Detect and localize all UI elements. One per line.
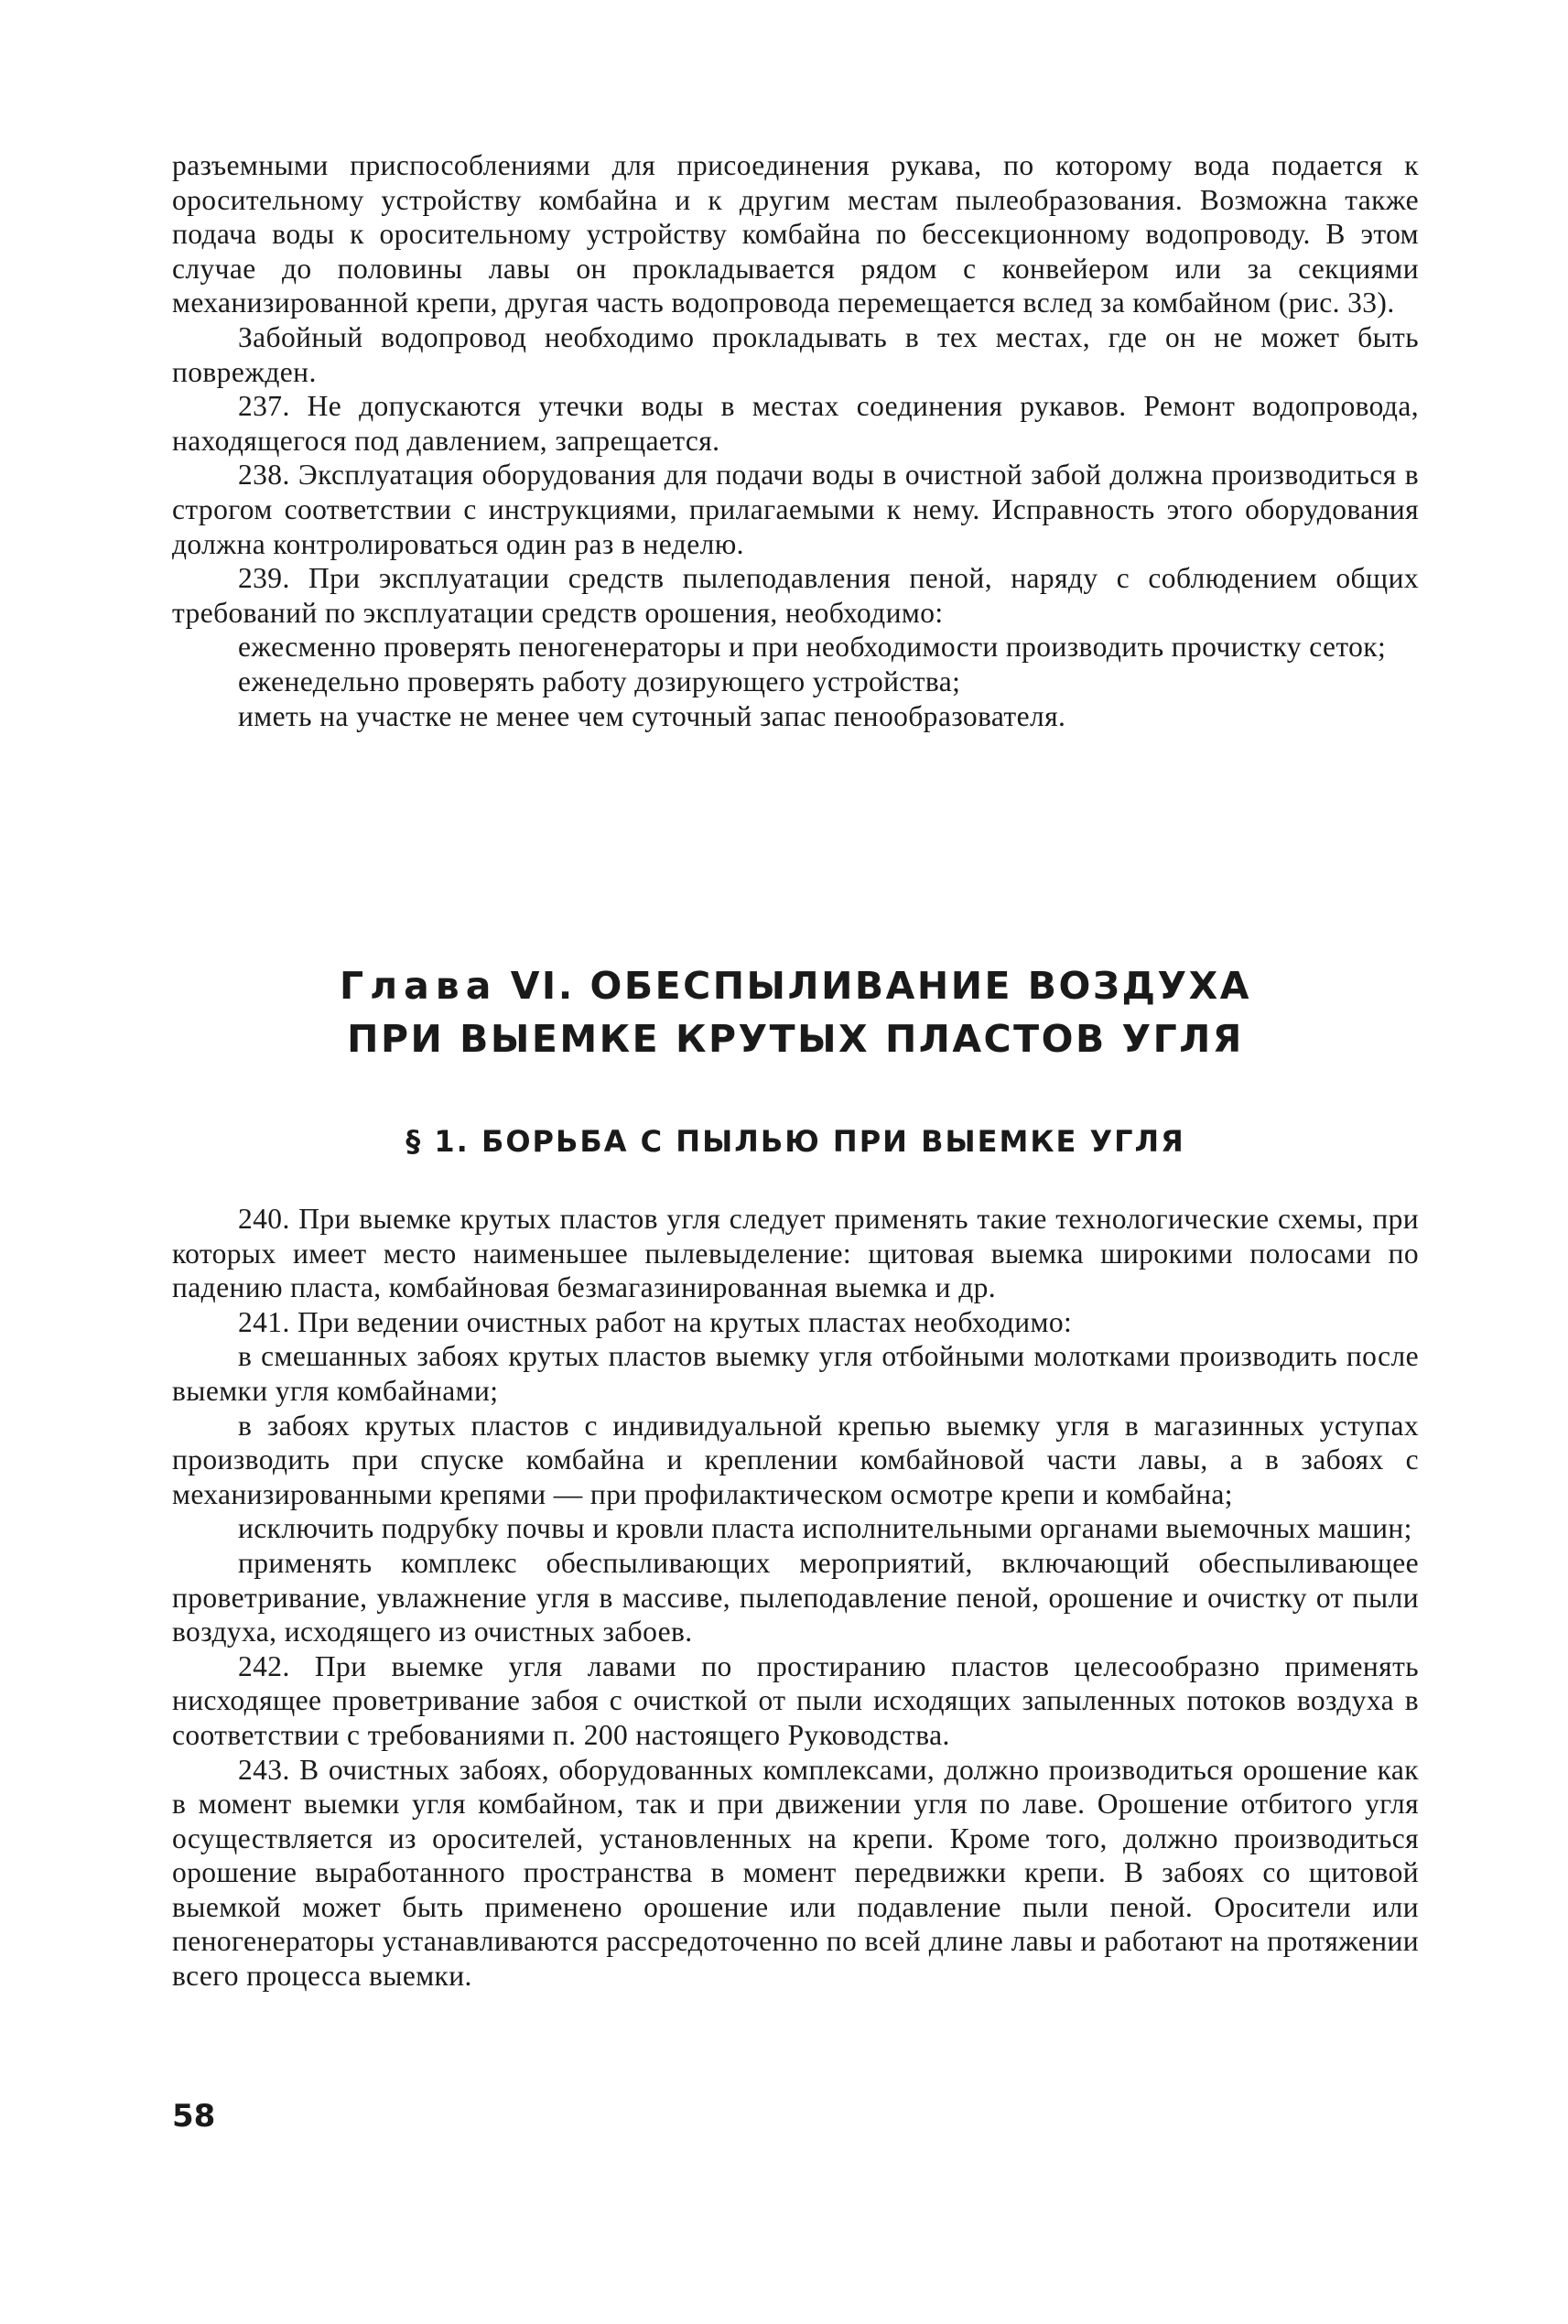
continued-text-block — [172, 148, 1419, 733]
paragraph-237: 237. Не допускаются утечки воды в местах соединения рукавов. Ремонт водопровода, находящегося под давлением, запрещается. — [172, 390, 1419, 457]
paragraph-238: 238. Эксплуатация оборудования для подачи воды в очистной забой должна производиться в строгом соответствии с инструкциями, прилагаемыми к нему. Исправность этого оборудования должна контролироваться один раз в неделю. — [172, 459, 1419, 560]
page-number: 58 — [172, 2098, 216, 2135]
paragraph-239: 239. При эксплуатации средств пылеподавления пеной, наряду с соблюдением общих требований по эксплуатации средств орошения, необходимо: — [172, 562, 1419, 629]
chapter-label: Глава — [339, 964, 498, 1008]
chapter-title-line2: ПРИ ВЫЕМКЕ КРУТЫХ ПЛАСТОВ УГЛЯ — [347, 1017, 1244, 1061]
list-item: иметь на участке не менее чем суточный запас пенообразователя. — [238, 699, 1066, 732]
paragraph-241: 241. При ведении очистных работ на крутых пластах необходимо: — [238, 1305, 1073, 1338]
paragraph-242: 242. При выемке угля лавами по простиранию пластов целесообразно применять нисходящее проветривание забоя с очисткой от пыли исходящих запыленных потоков воздуха в соответствии с требованиями п. 200 настоящего Руководства. — [172, 1649, 1419, 1751]
section-heading: § 1. БОРЬБА С ПЫЛЬЮ ПРИ ВЫЕМКЕ УГЛЯ — [406, 1124, 1185, 1159]
list-item: исключить подрубку почвы и кровли пласта исполнительными органами выемочных машин; — [238, 1512, 1412, 1545]
chapter-title-line1: VI. ОБЕСПЫЛИВАНИЕ ВОЗДУХА — [510, 964, 1251, 1008]
paragraph-continued: разъемными приспособлениями для присоединения рукава, по которому вода подается к оросительному устройству комбайна и к другим местам пылеобразования. Возможна также подача воды к оросительному устройству комбайна по бессекционному водопроводу. В этом случае до половины лавы он прокладывается рядом с конвейером или за секциями механизированной крепи, другая часть водопровода перемещается вслед за комбайном (рис. 33). — [172, 149, 1419, 319]
paragraph-240: 240. При выемке крутых пластов угля следует применять такие технологические схемы, при которых имеет место наименьшее пылевыделение: щитовая выемка широкими полосами по падению пласта, комбайновая безмагазинированная выемка и др. — [172, 1203, 1419, 1304]
list-item: в забоях крутых пластов с индивидуальной крепью выемку угля в магазинных уступах производить при спуске комбайна и креплении комбайновой части лавы, а в забоях с механизированными крепями — при профилактическом осмотре крепи и комбайна; — [172, 1409, 1419, 1510]
chapter-heading — [172, 959, 1419, 1012]
chapter-heading-line2 — [172, 1012, 1419, 1065]
paragraph-243: 243. В очистных забоях, оборудованных комплексами, должно производиться орошение как в момент выемки угля комбайном, так и при движении угля по лаве. Орошение отбитого угля осуществляется из оросителей, установленных на крепи. Кроме того, должно производиться орошение выработанного пространства в момент передвижки крепи. В забоях со щитовой выемкой может быть применено орошение или подавление пыли пеной. Оросители или пеногенераторы устанавливаются рассредоточенно по всей длине лавы и работают на протяжении всего процесса выемки. — [172, 1753, 1419, 1993]
list-item: еженедельно проверять работу дозирующего устройства; — [238, 665, 961, 697]
list-item: в смешанных забоях крутых пластов выемку угля отбойными молотками производить после выемки угля комбайнами; — [172, 1340, 1419, 1407]
list-item: ежесменно проверять пеногенераторы и при необходимости производить прочистку сеток; — [238, 631, 1387, 664]
paragraph: Забойный водопровод необходимо прокладывать в тех местах, где он не может быть поврежден. — [172, 320, 1419, 388]
section-text-block — [172, 1202, 1419, 1994]
list-item: применять комплекс обеспыливающих мероприятий, включающий обеспыливающее проветривание, увлажнение угля в массиве, пылеподавление пеной, орошение и очистку от пыли воздуха, исходящего из очистных забоев. — [172, 1546, 1419, 1648]
